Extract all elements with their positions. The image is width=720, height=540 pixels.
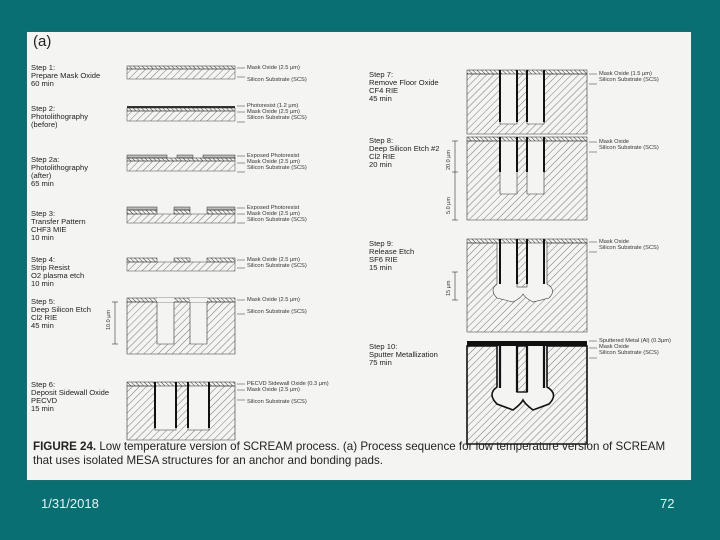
step2-labels: Photoresist (1.2 µm) Mask Oxide (2.5 µm) Silicon Substrate (SCS) bbox=[247, 103, 307, 121]
step9-dimension: 15 µm bbox=[446, 280, 452, 296]
step8-title: Step 8: Deep Silicon Etch #2 Cl2 RIE 20 min bbox=[369, 136, 440, 169]
step3-labels: Exposed Photoresist Mask Oxide (2.5 µm) Silicon Substrate (SCS) bbox=[247, 205, 307, 223]
step10-diagram bbox=[467, 341, 587, 444]
step1-title: Step 1: Prepare Mask Oxide 60 min bbox=[31, 63, 101, 88]
step9-diagram bbox=[452, 239, 587, 332]
step10-labels: Sputtered Metal (Al) (0.3µm) Mask Oxide Silicon Substrate (SCS) bbox=[599, 338, 671, 356]
page-number: 72 bbox=[660, 496, 675, 511]
step8-labels: Mask Oxide Silicon Substrate (SCS) bbox=[599, 139, 659, 151]
step5-diagram bbox=[112, 298, 235, 354]
step1-labels: Mask Oxide (2.5 µm) Silicon Substrate (SCS) bbox=[247, 65, 307, 83]
scanned-figure bbox=[27, 32, 691, 480]
panel-label: (a) bbox=[33, 33, 52, 50]
step2a-diagram bbox=[127, 155, 235, 171]
step7-title: Step 7: Remove Floor Oxide CF4 RIE 45 min bbox=[369, 70, 439, 103]
figure-number: FIGURE 24. bbox=[33, 440, 97, 453]
step5-title: Step 5: Deep Silicon Etch Cl2 RIE 45 min bbox=[31, 297, 91, 330]
step3-title: Step 3: Transfer Pattern CHF3 MIE 10 min bbox=[31, 209, 86, 242]
step1-diagram bbox=[127, 66, 235, 79]
step9-labels: Mask Oxide Silicon Substrate (SCS) bbox=[599, 239, 659, 251]
step10-title: Step 10: Sputter Metallization 75 min bbox=[369, 342, 438, 367]
step5-dimension: 10.0 µm bbox=[106, 310, 112, 330]
caption-text: Low temperature version of SCREAM process. (a) Process sequence for low temperature version of SCREAM that uses isolated MESA structures for an anchor and bonding pads. bbox=[33, 440, 666, 467]
step7-diagram bbox=[467, 70, 587, 134]
figure-caption bbox=[33, 440, 683, 468]
footer-date: 1/31/2018 bbox=[41, 496, 99, 511]
step9-title: Step 9: Release Etch SF6 RIE 15 min bbox=[369, 239, 415, 272]
step6-labels: PECVD Sidewall Oxide (0.3 µm) Mask Oxide (2.5 µm) Silicon Substrate (SCS) bbox=[247, 381, 329, 405]
step6-title: Step 6: Deposit Sidewall Oxide PECVD 15 min bbox=[31, 380, 110, 413]
step4-labels: Mask Oxide (2.5 µm) Silicon Substrate (SCS) bbox=[247, 257, 307, 269]
step7-labels: Mask Oxide (1.5 µm) Silicon Substrate (SCS) bbox=[599, 71, 659, 83]
step4-diagram bbox=[127, 258, 235, 271]
step8-dimension-upper: 20.0 µm bbox=[446, 150, 452, 170]
process-diagram bbox=[27, 32, 691, 480]
step2a-title: Step 2a: Photolithography (after) 65 min bbox=[31, 155, 88, 188]
step8-dimension-lower: 5.0 µm bbox=[446, 197, 452, 214]
step2-diagram bbox=[127, 106, 235, 121]
step5-labels: Mask Oxide (2.5 µm) Silicon Substrate (SCS) bbox=[247, 297, 307, 315]
step6-diagram bbox=[127, 382, 235, 440]
step2-title: Step 2: Photolithography (before) bbox=[31, 104, 88, 129]
step4-title: Step 4: Strip Resist O2 plasma etch 10 min bbox=[31, 255, 85, 288]
step2a-labels: Exposed Photoresist Mask Oxide (2.5 µm) Silicon Substrate (SCS) bbox=[247, 153, 307, 171]
step3-diagram bbox=[127, 207, 235, 223]
step8-diagram bbox=[452, 137, 587, 220]
